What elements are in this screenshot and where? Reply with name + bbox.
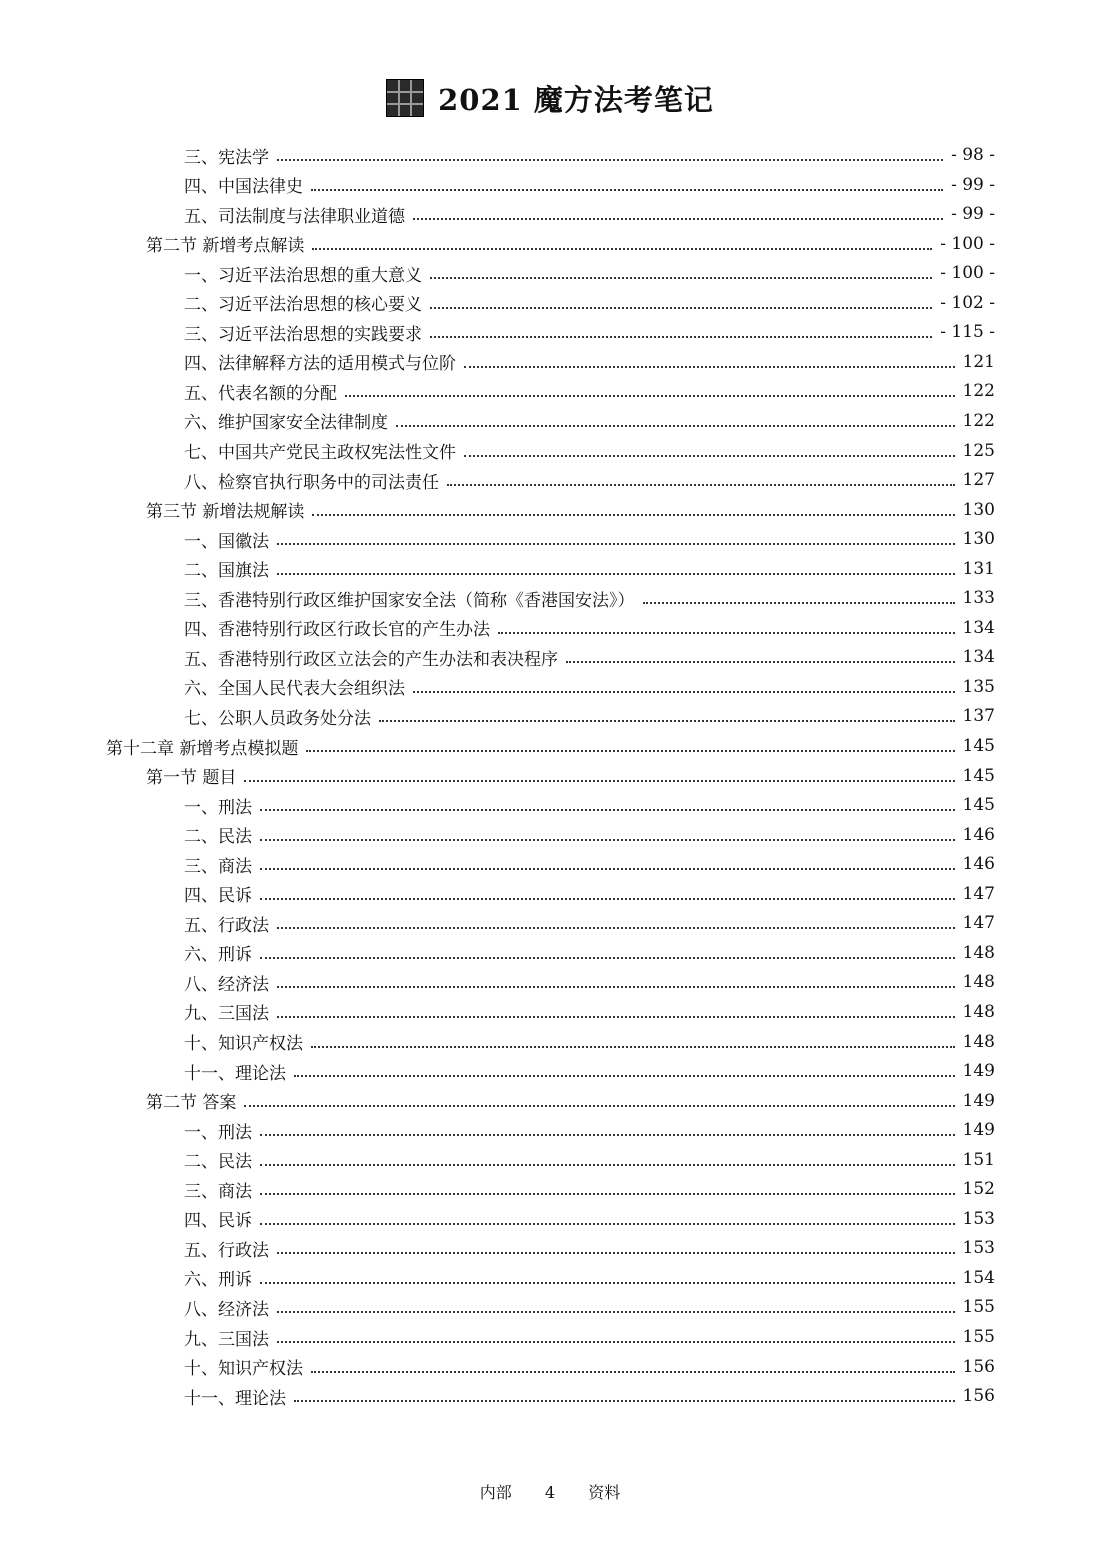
toc-entry[interactable] xyxy=(184,1115,995,1145)
toc-entry-page: 149 xyxy=(962,1090,995,1111)
toc-entry[interactable] xyxy=(184,613,995,643)
toc-entry-label: 五、代表名额的分配 xyxy=(184,383,337,404)
toc-entry-label: 四、法律解释方法的适用模式与位阶 xyxy=(184,354,456,375)
toc-entry[interactable] xyxy=(146,495,995,525)
toc-entry-label: 十一、理论法 xyxy=(184,1063,286,1084)
toc-entry-page: - 99 - xyxy=(951,204,995,225)
toc-entry[interactable] xyxy=(184,1322,995,1352)
toc-entry-label: 十、知识产权法 xyxy=(184,1359,303,1380)
toc-entry[interactable] xyxy=(184,258,995,288)
dot-leader xyxy=(306,750,954,752)
toc-entry-label: 三、香港特别行政区维护国家安全法（简称《香港国安法》） xyxy=(184,590,635,611)
toc-entry-label: 七、中国共产党民主政权宪法性文件 xyxy=(184,443,456,463)
toc-entry[interactable] xyxy=(184,967,995,997)
dot-leader xyxy=(277,159,943,161)
dot-leader xyxy=(464,366,955,368)
toc-entry-page: 146 xyxy=(962,854,995,875)
toc-entry[interactable] xyxy=(184,376,995,406)
toc-entry-page: 145 xyxy=(962,765,995,786)
dot-leader xyxy=(447,484,955,486)
toc-entry-label: 八、检察官执行职务中的司法责任 xyxy=(184,472,439,493)
toc-entry-label: 一、习近平法治思想的重大意义 xyxy=(184,265,422,286)
toc-entry-page: 149 xyxy=(962,1061,995,1082)
toc-entry-page: 147 xyxy=(962,913,995,934)
toc-entry-label: 一、刑法 xyxy=(184,797,252,818)
toc-entry-label: 六、全国人民代表大会组织法 xyxy=(184,679,405,700)
dot-leader xyxy=(277,1252,955,1254)
toc-entry-label: 九、三国法 xyxy=(184,1329,269,1350)
toc-entry-page: - 99 - xyxy=(951,174,995,195)
footer-left-text: 内部 xyxy=(479,1483,512,1502)
toc-entry[interactable] xyxy=(184,465,995,495)
dot-leader xyxy=(277,1341,955,1343)
toc-entry[interactable] xyxy=(184,642,995,672)
toc-entry-label: 三、宪法学 xyxy=(184,147,269,168)
dot-leader xyxy=(260,1282,955,1284)
toc-entry[interactable] xyxy=(184,1174,995,1204)
dot-leader xyxy=(260,1134,955,1136)
toc-entry[interactable] xyxy=(184,1352,995,1382)
toc-entry-page: 127 xyxy=(962,470,995,491)
toc-entry-label: 十、知识产权法 xyxy=(184,1034,303,1054)
page-footer xyxy=(0,1480,1100,1503)
toc-entry-page: 122 xyxy=(962,410,995,431)
dot-leader xyxy=(260,839,955,841)
toc-entry-label: 一、国徽法 xyxy=(184,531,269,552)
toc-entry-page: 146 xyxy=(962,824,995,845)
dot-leader xyxy=(244,1105,954,1107)
dot-leader xyxy=(260,1164,955,1166)
toc-entry[interactable] xyxy=(184,1145,995,1175)
toc-entry-page: 125 xyxy=(962,440,995,461)
toc-entry-label: 四、中国法律史 xyxy=(184,177,303,198)
dot-leader xyxy=(260,1193,955,1195)
dot-leader xyxy=(312,514,954,516)
toc-entry-label: 五、行政法 xyxy=(184,1240,269,1261)
toc-entry-page: 153 xyxy=(962,1238,995,1259)
toc-entry-page: 155 xyxy=(962,1327,995,1347)
toc-entry[interactable] xyxy=(184,436,995,466)
dot-leader xyxy=(643,602,955,604)
document-title: 2021 魔方法考笔记 xyxy=(438,82,714,117)
toc-entry[interactable] xyxy=(184,672,995,702)
toc-entry-label: 第三节 新增法规解读 xyxy=(146,502,305,523)
toc-entry[interactable] xyxy=(184,347,995,377)
toc-entry-page: 156 xyxy=(962,1386,995,1407)
toc-entry-page: 151 xyxy=(962,1149,995,1170)
toc-entry[interactable] xyxy=(184,288,995,318)
dot-leader xyxy=(277,986,955,988)
toc-entry-label: 第一节 题目 xyxy=(146,768,237,789)
rubiks-cube-icon xyxy=(386,79,424,117)
dot-leader xyxy=(498,632,955,634)
toc-entry-page: 134 xyxy=(962,647,995,668)
dot-leader xyxy=(277,573,955,575)
toc-entry-label: 三、商法 xyxy=(184,856,252,877)
dot-leader xyxy=(277,927,955,929)
toc-entry[interactable] xyxy=(184,1292,995,1322)
dot-leader xyxy=(566,661,955,663)
toc-entry[interactable] xyxy=(184,1056,995,1086)
toc-entry-page: - 100 - xyxy=(940,233,995,254)
toc-entry[interactable] xyxy=(184,140,995,170)
toc-entry-label: 二、习近平法治思想的核心要义 xyxy=(184,295,422,316)
toc-entry-page: 155 xyxy=(962,1297,995,1318)
toc-entry-page: 131 xyxy=(962,558,995,579)
toc-entry[interactable] xyxy=(184,170,995,200)
toc-entry-page: 148 xyxy=(962,942,995,963)
toc-entry-page: 122 xyxy=(962,381,995,402)
toc-entry[interactable] xyxy=(184,997,995,1027)
toc-entry[interactable] xyxy=(146,1086,995,1116)
toc-entry-label: 五、香港特别行政区立法会的产生办法和表决程序 xyxy=(184,649,558,670)
toc-entry-page: 130 xyxy=(962,529,995,550)
toc-entry[interactable] xyxy=(184,524,995,554)
dot-leader xyxy=(311,1046,955,1048)
dot-leader xyxy=(260,1223,955,1225)
dot-leader xyxy=(413,691,955,693)
toc-entry-label: 六、维护国家安全法律制度 xyxy=(184,413,388,434)
toc-entry-label: 一、刑法 xyxy=(184,1122,252,1143)
toc-entry-page: 135 xyxy=(962,676,995,697)
toc-entry[interactable] xyxy=(184,701,995,731)
toc-entry-label: 四、民诉 xyxy=(184,1211,252,1232)
toc-entry[interactable] xyxy=(184,820,995,850)
toc-entry-label: 九、三国法 xyxy=(184,1004,269,1025)
toc-entry[interactable] xyxy=(184,406,995,436)
toc-entry[interactable] xyxy=(184,1204,995,1234)
toc-entry[interactable] xyxy=(106,731,995,761)
dot-leader xyxy=(260,809,955,811)
dot-leader xyxy=(430,307,932,309)
dot-leader xyxy=(260,957,955,959)
dot-leader xyxy=(260,898,955,900)
toc-entry-page: - 100 - xyxy=(940,263,995,284)
toc-entry[interactable] xyxy=(184,1381,995,1411)
toc-entry-page: 145 xyxy=(962,736,995,756)
dot-leader xyxy=(244,780,954,782)
toc-entry[interactable] xyxy=(184,938,995,968)
dot-leader xyxy=(311,189,943,191)
toc-entry[interactable] xyxy=(184,554,995,584)
toc-entry-page: 152 xyxy=(962,1179,995,1200)
dot-leader xyxy=(294,1075,955,1077)
toc-entry-page: 154 xyxy=(962,1267,995,1288)
toc-entry-page: 137 xyxy=(962,706,995,727)
toc-entry-label: 二、民法 xyxy=(184,1152,252,1173)
toc-entry[interactable] xyxy=(184,790,995,820)
page-header xyxy=(0,76,1100,120)
toc-entry-label: 八、经济法 xyxy=(184,974,269,995)
toc-entry-page: 149 xyxy=(962,1120,995,1141)
dot-leader xyxy=(430,336,932,338)
dot-leader xyxy=(312,248,932,250)
toc-entry-label: 二、国旗法 xyxy=(184,561,269,582)
toc-entry-label: 第十二章 新增考点模拟题 xyxy=(106,738,299,759)
toc-entry-page: 156 xyxy=(962,1356,995,1377)
toc-entry-label: 第二节 答案 xyxy=(146,1093,237,1114)
toc-entry[interactable] xyxy=(184,317,995,347)
dot-leader xyxy=(260,868,955,870)
dot-leader xyxy=(277,1016,955,1018)
dot-leader xyxy=(396,425,955,427)
dot-leader xyxy=(379,720,955,722)
toc-entry-label: 十一、理论法 xyxy=(184,1388,286,1409)
toc-entry-page: 153 xyxy=(962,1208,995,1229)
page-number: 4 xyxy=(544,1483,556,1502)
toc-entry[interactable] xyxy=(184,1263,995,1293)
toc-entry-label: 第二节 新增考点解读 xyxy=(146,236,305,257)
toc-entry-page: 121 xyxy=(962,351,995,372)
toc-entry-page: 147 xyxy=(962,883,995,904)
toc-entry[interactable] xyxy=(184,1233,995,1263)
toc-entry[interactable] xyxy=(184,879,995,909)
dot-leader xyxy=(294,1400,955,1402)
toc-entry-page: 145 xyxy=(962,795,995,816)
toc-entry-label: 六、刑诉 xyxy=(184,1270,252,1291)
toc-entry[interactable] xyxy=(184,908,995,938)
dot-leader xyxy=(345,395,955,397)
dot-leader xyxy=(464,455,955,457)
toc-entry[interactable] xyxy=(146,761,995,791)
toc-entry-label: 五、司法制度与法律职业道德 xyxy=(184,206,405,227)
toc-entry-page: 133 xyxy=(962,588,995,609)
dot-leader xyxy=(430,277,932,279)
toc-entry-label: 七、公职人员政务处分法 xyxy=(184,708,371,729)
toc-entry[interactable] xyxy=(184,199,995,229)
toc-entry[interactable] xyxy=(184,583,995,613)
toc-entry-label: 三、商法 xyxy=(184,1181,252,1202)
toc-entry-label: 八、经济法 xyxy=(184,1299,269,1320)
toc-entry-page: 148 xyxy=(962,972,995,993)
dot-leader xyxy=(413,218,943,220)
toc-entry-page: - 102 - xyxy=(940,292,995,313)
toc-entry-label: 六、刑诉 xyxy=(184,945,252,966)
toc-entry-label: 二、民法 xyxy=(184,827,252,848)
toc-entry[interactable] xyxy=(146,229,995,259)
toc-entry-label: 五、行政法 xyxy=(184,915,269,936)
dot-leader xyxy=(277,1311,955,1313)
toc-entry-page: 130 xyxy=(962,499,995,520)
dot-leader xyxy=(311,1371,955,1373)
footer-right-text: 资料 xyxy=(588,1483,621,1502)
toc-entry-label: 三、习近平法治思想的实践要求 xyxy=(184,324,422,345)
toc-entry[interactable] xyxy=(184,1027,995,1057)
toc-entry-label: 四、香港特别行政区行政长官的产生办法 xyxy=(184,620,490,641)
toc-entry-label: 四、民诉 xyxy=(184,886,252,907)
toc-entry-page: - 115 - xyxy=(940,322,995,343)
toc-entry[interactable] xyxy=(184,849,995,879)
toc-entry-page: 148 xyxy=(962,1001,995,1022)
toc-entry-page: - 98 - xyxy=(951,145,995,165)
dot-leader xyxy=(277,543,955,545)
toc-entry-page: 148 xyxy=(962,1031,995,1052)
toc-entry-page: 134 xyxy=(962,617,995,638)
